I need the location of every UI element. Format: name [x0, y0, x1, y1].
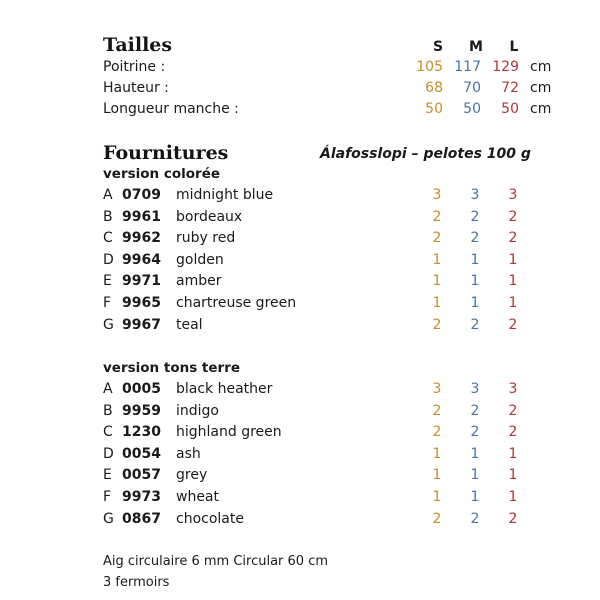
qty-size-l: 2 [508, 230, 518, 247]
color-letter: D [103, 251, 114, 268]
qty-size-l: 1 [508, 489, 518, 505]
qty-size-l: 2 [508, 510, 518, 527]
color-name: highland green [176, 424, 282, 441]
list-item [0, 403, 600, 423]
sleeve-value-l: 50 [501, 101, 519, 117]
sleeve-unit: cm [530, 101, 552, 117]
qty-size-m: 1 [470, 273, 480, 290]
qty-size-l: 3 [508, 381, 518, 397]
color-letter: C [103, 230, 113, 247]
qty-size-m: 2 [470, 316, 480, 333]
list-item [0, 252, 600, 272]
list-item [0, 446, 600, 466]
qty-size-m: 1 [470, 489, 480, 505]
color-letter: E [103, 467, 112, 484]
color-name: ash [176, 445, 201, 462]
color-code: 9973 [122, 489, 161, 505]
list-item [0, 295, 600, 315]
qty-size-s: 3 [432, 187, 442, 203]
qty-size-m: 3 [470, 187, 480, 203]
qty-size-m: 2 [470, 402, 480, 419]
color-letter: A [103, 381, 113, 397]
color-letter: G [103, 510, 114, 527]
color-code: 0054 [122, 445, 161, 462]
height-unit: cm [530, 80, 552, 96]
chest-unit: cm [530, 59, 552, 75]
color-name: midnight blue [176, 187, 274, 203]
chest-value-s: 105 [416, 59, 443, 75]
size-m-header: M [469, 39, 483, 55]
color-code: 9962 [122, 230, 161, 247]
qty-size-m: 1 [470, 445, 480, 462]
qty-size-l: 1 [508, 251, 518, 268]
list-item [0, 209, 600, 229]
qty-size-m: 1 [470, 467, 480, 484]
qty-size-s: 2 [432, 402, 442, 419]
color-letter: D [103, 445, 114, 462]
color-name: ruby red [176, 230, 236, 247]
list-item [0, 317, 600, 337]
qty-size-s: 2 [432, 208, 442, 225]
color-letter: B [103, 208, 113, 225]
color-letter: F [103, 295, 112, 311]
qty-size-l: 2 [508, 424, 518, 441]
chest-value-m: 117 [454, 59, 481, 75]
size-s-header: S [432, 39, 444, 55]
color-name: amber [176, 273, 222, 290]
needles-note: Aig circulaire 6 mm Circular 60 cm [103, 554, 329, 569]
color-name: teal [176, 316, 203, 333]
measurement-label-height: Hauteur : [103, 80, 169, 96]
version1-title: version colorée [103, 166, 221, 182]
qty-size-s: 1 [432, 467, 442, 484]
color-name: grey [176, 467, 208, 484]
version2-title: version tons terre [103, 360, 241, 376]
sleeve-value-m: 50 [463, 101, 481, 117]
list-item [0, 424, 600, 444]
chest-value-l: 129 [492, 59, 519, 75]
qty-size-s: 1 [432, 445, 442, 462]
qty-size-m: 2 [470, 510, 480, 527]
color-code: 9964 [122, 251, 161, 268]
list-item [0, 467, 600, 487]
qty-size-l: 2 [508, 402, 518, 419]
qty-size-l: 1 [508, 273, 518, 290]
color-code: 0709 [122, 187, 161, 203]
color-code: 0867 [122, 510, 161, 527]
supplies-heading: Fournitures [103, 142, 229, 164]
qty-size-s: 1 [432, 295, 442, 311]
height-value-s: 68 [425, 80, 443, 96]
color-name: chocolate [176, 510, 244, 527]
list-item [0, 489, 600, 509]
color-name: bordeaux [176, 208, 243, 225]
qty-size-s: 2 [432, 424, 442, 441]
sizes-heading: Tailles [103, 34, 173, 56]
color-code: 9967 [122, 316, 161, 333]
qty-size-m: 1 [470, 251, 480, 268]
color-name: wheat [176, 489, 220, 505]
list-item [0, 230, 600, 250]
qty-size-l: 2 [508, 208, 518, 225]
height-value-l: 72 [501, 80, 519, 96]
qty-size-l: 1 [508, 467, 518, 484]
color-letter: F [103, 489, 112, 505]
qty-size-m: 2 [470, 208, 480, 225]
qty-size-l: 1 [508, 295, 518, 311]
size-l-header: L [509, 39, 519, 55]
color-name: black heather [176, 381, 273, 397]
qty-size-s: 1 [432, 489, 442, 505]
color-name: indigo [176, 402, 219, 419]
list-item [0, 381, 600, 401]
qty-size-s: 1 [432, 273, 442, 290]
color-code: 9965 [122, 295, 161, 311]
sleeve-value-s: 50 [425, 101, 443, 117]
list-item [0, 273, 600, 293]
qty-size-s: 1 [432, 251, 442, 268]
measurement-label-sleeve: Longueur manche : [103, 101, 239, 117]
qty-size-l: 3 [508, 187, 518, 203]
qty-size-s: 3 [432, 381, 442, 397]
qty-size-s: 2 [432, 230, 442, 247]
qty-size-m: 2 [470, 424, 480, 441]
color-name: golden [176, 251, 224, 268]
color-code: 0005 [122, 381, 161, 397]
qty-size-l: 2 [508, 316, 518, 333]
qty-size-l: 1 [508, 445, 518, 462]
qty-size-s: 2 [432, 316, 442, 333]
color-letter: E [103, 273, 112, 290]
list-item [0, 187, 600, 207]
qty-size-m: 2 [470, 230, 480, 247]
color-code: 9971 [122, 273, 161, 290]
yarn-description: Álafosslopi – pelotes 100 g [320, 146, 531, 162]
color-code: 9959 [122, 402, 161, 419]
list-item [0, 511, 600, 531]
qty-size-m: 3 [470, 381, 480, 397]
color-code: 0057 [122, 467, 161, 484]
color-letter: A [103, 187, 113, 203]
color-letter: B [103, 402, 113, 419]
color-letter: C [103, 424, 113, 441]
fasteners-note: 3 fermoirs [103, 575, 170, 590]
measurement-label-chest: Poitrine : [103, 59, 166, 75]
color-code: 9961 [122, 208, 161, 225]
qty-size-m: 1 [470, 295, 480, 311]
qty-size-s: 2 [432, 510, 442, 527]
height-value-m: 70 [463, 80, 481, 96]
color-letter: G [103, 316, 114, 333]
color-name: chartreuse green [176, 295, 297, 311]
color-code: 1230 [122, 424, 161, 441]
